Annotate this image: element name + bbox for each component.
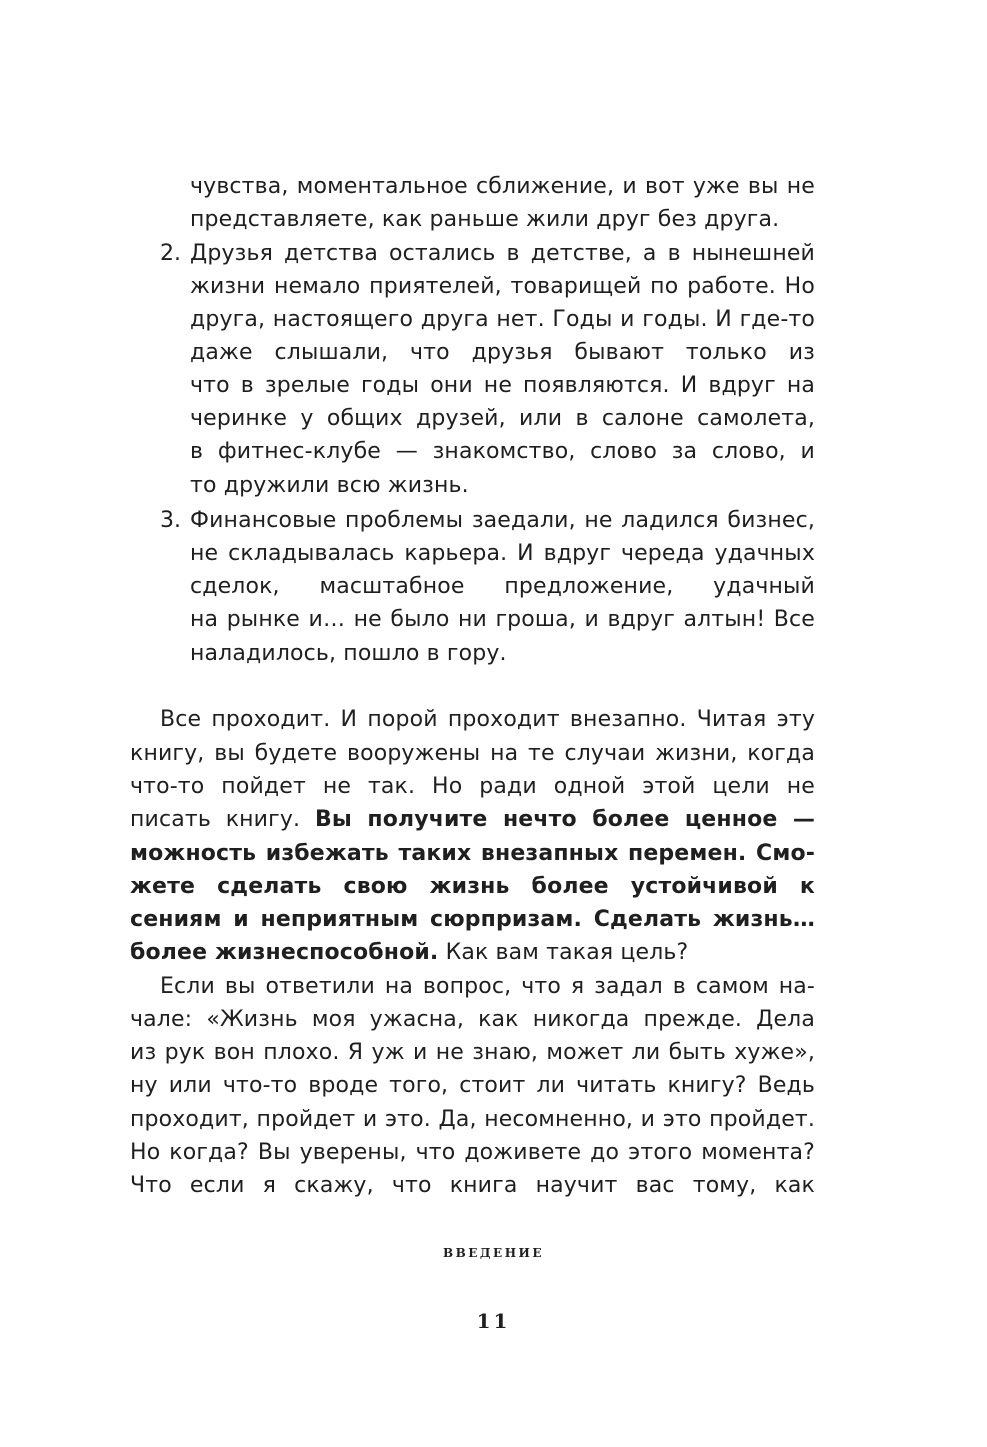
paragraph-line: проходит, пройдет и это. Да, несомненно, и это пройдет. (130, 1107, 815, 1132)
list-item-3-line: наладилось, пошло в гору. (190, 641, 507, 666)
paragraph-line (130, 803, 815, 836)
paragraph-line (130, 936, 688, 969)
list-item-2-line: что в зрелые годы они не появляются. И вдруг на (190, 373, 815, 398)
list-item-2-line: даже слышали, что друзья бывают только из (190, 340, 815, 365)
emphasis-line: сениям и неприятным сюрпризам. Сделать жизнь… (130, 907, 815, 932)
emphasis-line: жете сделать свою жизнь более устойчивой к (130, 874, 815, 899)
list-item-3-line: сделок, масштабное предложение, удачный (190, 574, 815, 599)
paragraph-text: писать книгу. (130, 807, 315, 832)
list-item-2-line: Друзья детства остались в детстве, а в нынешней (190, 241, 815, 266)
paragraph-line: Все проходит. И порой проходит внезапно. Читая эту (160, 707, 815, 732)
paragraph-line: ну или что-то вроде того, стоит ли читать книгу? Ведь (130, 1073, 815, 1098)
page-number: 11 (476, 1309, 511, 1333)
list-item-2-line: в фитнес-клубе — знакомство, слово за слово, и (190, 439, 815, 464)
paragraph-line: Если вы ответили на вопрос, что я задал в самом на- (160, 974, 815, 999)
list-item-1-line: представляете, как раньше жили друг без друга. (190, 207, 780, 232)
emphasis-line: можность избежать таких внезапных перемен. Смо- (130, 841, 815, 866)
list-item-2-line: жизни немало приятелей, товарищей по работе. Но (190, 274, 815, 299)
emphasis-text: более жизнеспособной. (130, 940, 439, 965)
paragraph-text: Как вам такая цель? (438, 940, 689, 965)
paragraph-line: Что если я скажу, что книга научит вас тому, как (130, 1173, 815, 1198)
emphasis-text: Вы получите нечто более ценное — (314, 807, 815, 832)
paragraph-line: чале: «Жизнь моя ужасна, как никогда прежде. Дела (130, 1007, 815, 1032)
paragraph-line: книгу, вы будете вооружены на те случаи жизни, когда (130, 741, 815, 766)
list-marker-3: 3. (160, 508, 181, 533)
list-item-2-line: друга, настоящего друга нет. Годы и годы. И где-то (190, 307, 815, 332)
list-item-1-line: чувства, моментальное сближение, и вот уже вы не (190, 174, 815, 199)
running-footer-section: ВВЕДЕНИЕ (442, 1246, 545, 1260)
list-marker-2: 2. (160, 241, 181, 266)
list-item-2-line: черинке у общих друзей, или в салоне самолета, (190, 406, 815, 431)
list-item-3-line: не складывалась карьера. И вдруг череда удачных (190, 541, 815, 566)
list-item-3-line: на рынке и… не было ни гроша, и вдруг алтын! Все (190, 607, 815, 632)
list-item-2-line: то дружили всю жизнь. (190, 473, 469, 498)
paragraph-line: Но когда? Вы уверены, что доживете до этого момента? (130, 1140, 815, 1165)
paragraph-line: что-то пойдет не так. Но ради одной этой цели не (130, 774, 815, 799)
list-item-3-line: Финансовые проблемы заедали, не ладился бизнес, (190, 508, 815, 533)
paragraph-line: из рук вон плохо. Я уж и не знаю, может ли быть хуже», (130, 1040, 815, 1065)
